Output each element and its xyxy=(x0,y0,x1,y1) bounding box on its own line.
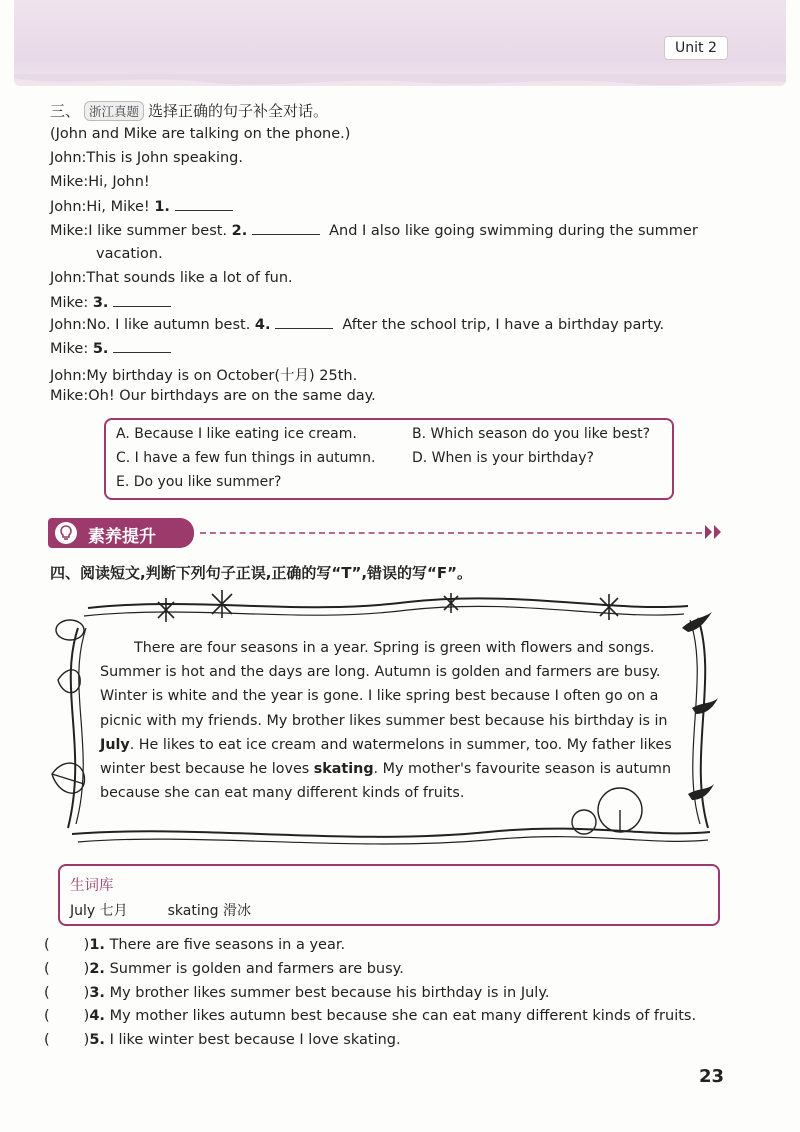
option-b: B. Which season do you like best? xyxy=(412,426,651,442)
question-text: There are five seasons in a year. xyxy=(109,937,346,953)
dialog-text: My birthday is on October(十月) 25th. xyxy=(86,368,358,384)
double-arrow-icon xyxy=(704,524,724,540)
dialog-line xyxy=(50,150,243,166)
vocab-meaning: 七月 xyxy=(99,903,128,919)
vocab-title: 生词库 xyxy=(70,878,114,894)
question-row xyxy=(44,985,549,1001)
question-text: My brother likes summer best because his birthday is in July. xyxy=(109,985,550,1001)
speaker: John: xyxy=(50,199,87,215)
question-number: 2. xyxy=(89,961,105,977)
dialog-text: Oh! Our birthdays are on the same day. xyxy=(88,388,376,404)
dialog-line xyxy=(50,388,376,404)
answer-blank-3[interactable] xyxy=(113,294,171,307)
reading-passage xyxy=(100,636,680,805)
dialog-text: This is John speaking. xyxy=(86,150,243,166)
dialog-line xyxy=(50,340,171,357)
passage-text: . He likes to eat ice cream and watermelons in summer, too. My father likes winter best because he loves xyxy=(100,736,672,778)
question-number: 1. xyxy=(89,937,105,953)
header-wave xyxy=(14,74,786,90)
dialog-text: And I also like going swimming during the summer xyxy=(329,223,698,239)
question-number: 4. xyxy=(89,1008,105,1024)
question-number: 3. xyxy=(89,985,105,1001)
answer-blank-5[interactable] xyxy=(113,340,171,353)
section3-tag: 浙江真题 xyxy=(84,101,144,121)
blank-number: 5. xyxy=(92,341,109,357)
passage-keyword: July xyxy=(100,736,130,753)
section4-instruction: 四、阅读短文,判断下列句子正误,正确的写“T”,错误的写“F”。 xyxy=(50,564,473,582)
answer-paren[interactable]: ( xyxy=(44,985,50,1001)
section3-instruction: 选择正确的句子补全对话。 xyxy=(148,102,329,120)
option-c: C. I have a few fun things in autumn. xyxy=(116,450,376,466)
unit-label: Unit 2 xyxy=(664,36,728,60)
speaker: John: xyxy=(50,270,87,286)
banner-divider xyxy=(200,532,702,534)
speaker: Mike: xyxy=(50,341,89,357)
dialog-text: No. I like autumn best. xyxy=(86,317,255,333)
section3-title xyxy=(50,100,328,121)
question-row xyxy=(44,961,404,977)
blank-number: 1. xyxy=(154,199,170,215)
dialog-line xyxy=(50,294,171,311)
dialog-line xyxy=(96,246,163,262)
speaker: Mike: xyxy=(50,223,89,239)
dialog-text: That sounds like a lot of fun. xyxy=(86,270,293,286)
dialog-text: vacation. xyxy=(96,246,163,262)
answer-paren[interactable]: ) xyxy=(83,937,90,953)
passage-keyword: skating xyxy=(313,761,374,778)
dialog-line xyxy=(50,364,357,385)
dialog-text: Hi, Mike! xyxy=(86,199,155,215)
answer-paren[interactable]: ) xyxy=(83,1008,90,1024)
answer-blank-1[interactable] xyxy=(175,198,233,211)
dialog-line xyxy=(50,222,698,239)
vocab-word: July xyxy=(70,903,96,919)
speaker: Mike: xyxy=(50,174,89,190)
speaker: Mike: xyxy=(50,388,89,404)
speaker: John: xyxy=(50,317,87,333)
vocab-entries xyxy=(70,900,251,920)
option-e: E. Do you like summer? xyxy=(116,474,282,490)
options-box xyxy=(104,418,674,500)
banner-title: 素养提升 xyxy=(88,527,156,547)
section-banner xyxy=(48,518,194,548)
question-text: My mother likes autumn best because she can eat many different kinds of fruits. xyxy=(109,1008,697,1024)
passage-text: There are four seasons in a year. Spring is green with flowers and songs. Summer is hot and the days are long. Autumn is golden and farmers are busy. Winter is white and the year is gone. I like spring best because I often go on a picnic with my friends. My brother likes summer best because his birthday is in xyxy=(100,640,668,729)
blank-number: 3. xyxy=(92,295,109,311)
blank-number: 4. xyxy=(254,317,271,333)
vocab-meaning: 滑冰 xyxy=(222,903,251,919)
question-row xyxy=(44,1008,696,1024)
dialog-line xyxy=(50,174,150,190)
dialog-line xyxy=(50,198,233,215)
answer-paren[interactable]: ) xyxy=(83,961,90,977)
answer-paren[interactable]: ( xyxy=(44,937,50,953)
question-row xyxy=(44,1032,401,1048)
section3-number: 三、 xyxy=(50,102,81,120)
answer-blank-2[interactable] xyxy=(252,222,320,235)
dialog-text: After the school trip, I have a birthday party. xyxy=(342,317,665,333)
speaker: John: xyxy=(50,150,87,166)
dialog-line xyxy=(50,316,664,333)
page-number: 23 xyxy=(698,1066,724,1087)
question-text: Summer is golden and farmers are busy. xyxy=(109,961,404,977)
dialog-text: I like summer best. xyxy=(88,223,232,239)
dialog-context: (John and Mike are talking on the phone.) xyxy=(50,126,351,142)
answer-paren[interactable]: ) xyxy=(83,985,90,1001)
vocab-word: skating xyxy=(167,903,219,919)
option-d: D. When is your birthday? xyxy=(412,450,594,466)
passage-text: . My mother's favourite season is autumn because she can eat many different kinds of fruits. xyxy=(100,761,672,802)
answer-paren[interactable]: ( xyxy=(44,961,50,977)
question-text: I like winter best because I love skating. xyxy=(109,1032,401,1048)
speaker: John: xyxy=(50,368,87,384)
vocabulary-box xyxy=(58,864,720,926)
dialog-text: Hi, John! xyxy=(88,174,150,190)
question-row xyxy=(44,937,345,953)
lightbulb-icon xyxy=(54,521,78,545)
answer-blank-4[interactable] xyxy=(275,316,333,329)
answer-paren[interactable]: ) xyxy=(83,1032,90,1048)
question-number: 5. xyxy=(89,1032,105,1048)
answer-paren[interactable]: ( xyxy=(44,1008,50,1024)
option-a: A. Because I like eating ice cream. xyxy=(116,426,357,442)
answer-paren[interactable]: ( xyxy=(44,1032,50,1048)
speaker: Mike: xyxy=(50,295,89,311)
dialog-line xyxy=(50,270,293,286)
blank-number: 2. xyxy=(231,223,248,239)
